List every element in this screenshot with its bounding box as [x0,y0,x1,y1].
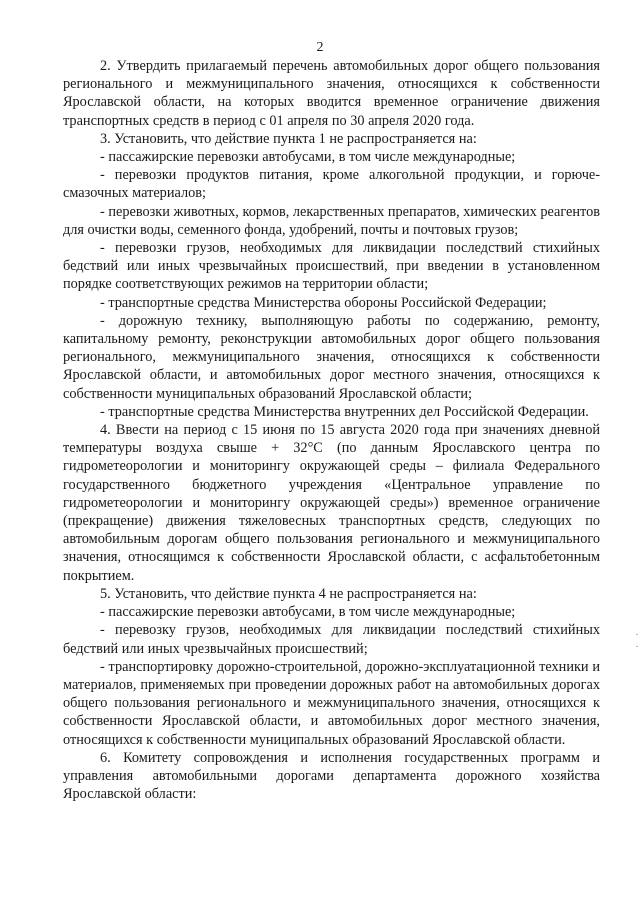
paragraph-item-3: 3. Установить, что действие пункта 1 не распространяется на: [100,130,477,147]
list-item: - перевозки грузов, необходимых для ликвидации последствий стихийных бедствий или иных чрезвычайных происшествий, при введении в установленном порядке соответствующих режимов на территории области; [63,240,600,293]
paragraph-item-6: 6. Комитету сопровождения и исполнения государственных программ и управления автомобильными дорогами департамента дорожного хозяйства Ярославской области: [63,749,600,803]
list-item: - транспортировку дорожно-строительной, дорожно-эксплуатационной техники и материалов, применяемых при проведении дорожных работ на автомобильных дорогах общего пользования регионального и межмуниципального значения, относящихся к собственности Ярославской области, и автомобильных дорог местного значения, относящихся к собственности муниципальных образований Ярославской области. [63,658,600,748]
scan-artifact [636,634,638,635]
paragraph-item-5: 5. Установить, что действие пункта 4 не распространяется на: [100,585,477,602]
page-number: 2 [316,40,324,55]
list-item: - пассажирские перевозки автобусами, в том числе международные; [100,149,516,166]
paragraph-item-2: 2. Утвердить прилагаемый перечень автомобильных дорог общего пользования регионального и межмуниципального значения, относящихся к собственности Ярославской области, на которых вводится временное ограничение движения транспортных средств в период с 01 апреля по 30 апреля 2020 года. [63,58,600,129]
document-body [63,57,600,803]
list-item: - транспортные средства Министерства внутренних дел Российской Федерации. [100,403,589,420]
list-item: - пассажирские перевозки автобусами, в том числе международные; [100,604,516,621]
list-item: - перевозки продуктов питания, кроме алкогольной продукции, и горюче-смазочных материалов; [63,167,600,202]
list-item: - дорожную технику, выполняющую работы по содержанию, ремонту, капитальному ремонту, реконструкции автомобильных дорог общего пользования регионального, межмуниципального значения, относящихся к собственности Ярославской области, и автомобильных дорог местного значения, относящихся к собственности муниципальных образований Ярославской области; [63,312,600,402]
list-item: - перевозки животных, кормов, лекарственных препаратов, химических реагентов для очистки воды, семенного фонда, удобрений, почты и почтовых грузов; [63,203,600,238]
scan-artifact [636,646,638,647]
paragraph-item-4: 4. Ввести на период с 15 июня по 15 августа 2020 года при значениях дневной температуры воздуха свыше + 32°С (по данным Ярославского центра по гидрометеорологии и мониторингу окружающей среды – филиала Федерального государственного бюджетного учреждения «Центральное управление по гидрометеорологии и мониторингу окружающей среды») временное ограничение (прекращение) движения тяжеловесных транспортных средств, следующих по автомобильным дорогам общего пользования регионального и межмуниципального значения, относящимся к собственности Ярославской области, с асфальтобетонным покрытием. [63,422,600,584]
list-item: - перевозку грузов, необходимых для ликвидации последствий стихийных бедствий или иных чрезвычайных происшествий; [63,622,600,657]
list-item: - транспортные средства Министерства обороны Российской Федерации; [100,294,547,311]
